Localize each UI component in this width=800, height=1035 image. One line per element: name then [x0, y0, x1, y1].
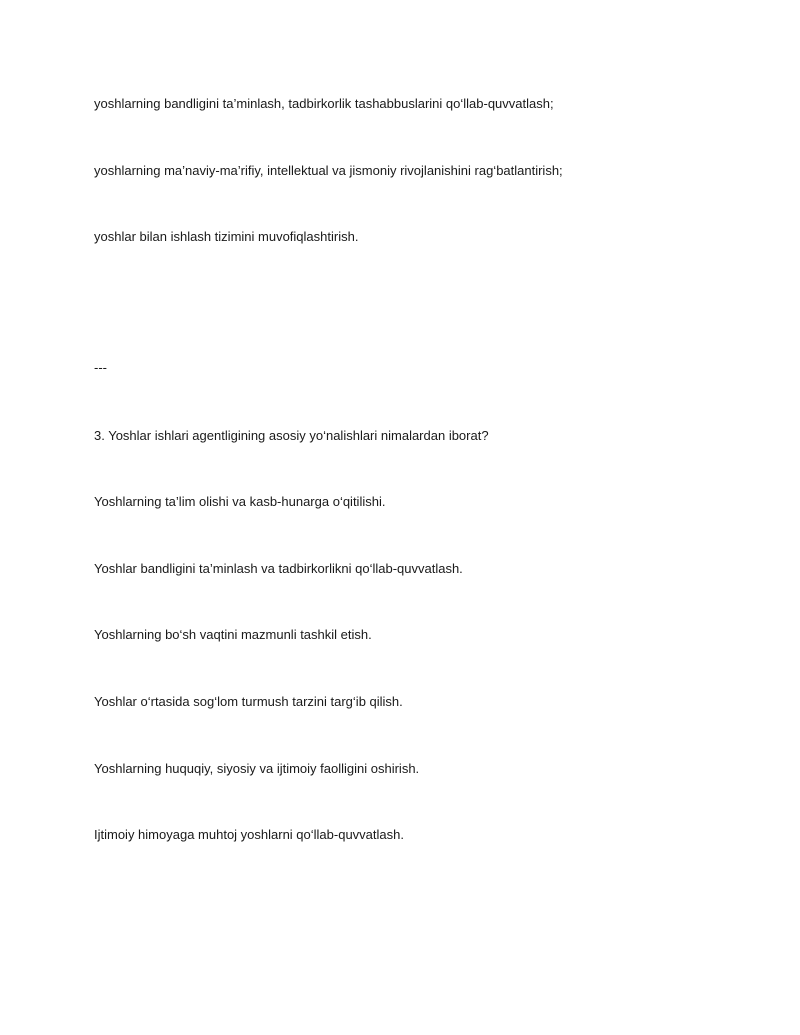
text-line: yoshlarning ma’naviy-ma’rifiy, intellektual va jismoniy rivojlanishini rag‘batlantirish;	[94, 163, 563, 178]
list-item: Yoshlarning huquqiy, siyosiy va ijtimoiy faolligini oshirish.	[94, 761, 420, 776]
list-item: Yoshlarning ta’lim olishi va kasb-hunarga o‘qitilishi.	[94, 494, 386, 509]
list-item: Yoshlar o‘rtasida sog‘lom turmush tarzini targ‘ib qilish.	[94, 694, 403, 709]
section-divider: ---	[94, 360, 107, 375]
question-heading: 3. Yoshlar ishlari agentligining asosiy yo‘nalishlari nimalardan iborat?	[94, 428, 489, 443]
list-item: Yoshlarning bo‘sh vaqtini mazmunli tashkil etish.	[94, 627, 372, 642]
list-item: Ijtimoiy himoyaga muhtoj yoshlarni qo‘llab-quvvatlash.	[94, 827, 404, 842]
text-line: yoshlar bilan ishlash tizimini muvofiqlashtirish.	[94, 229, 359, 244]
text-line: yoshlarning bandligini ta’minlash, tadbirkorlik tashabbuslarini qo‘llab-quvvatlash;	[94, 96, 554, 111]
list-item: Yoshlar bandligini ta’minlash va tadbirkorlikni qo‘llab-quvvatlash.	[94, 561, 463, 576]
